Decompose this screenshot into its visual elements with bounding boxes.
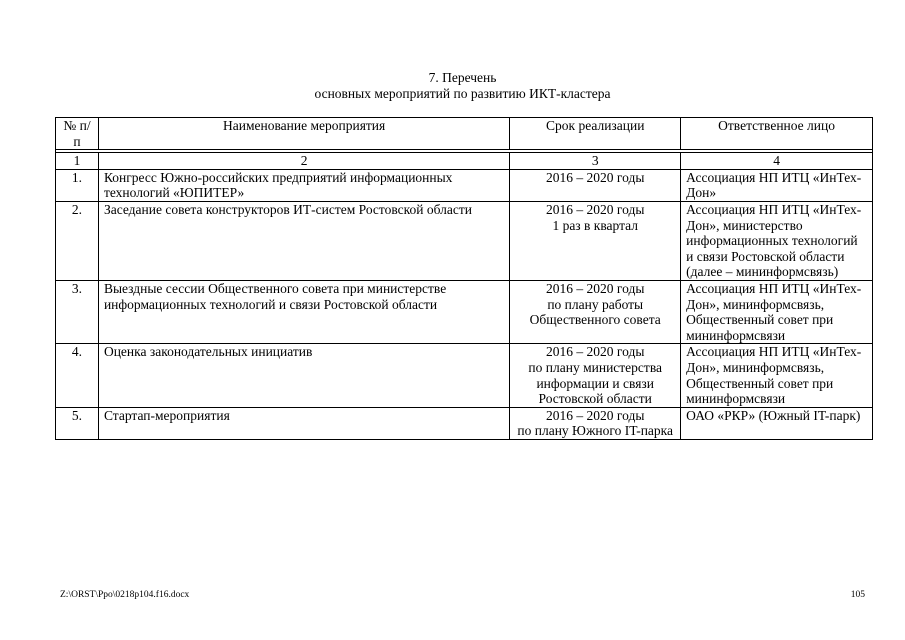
column-number: 1 — [56, 153, 99, 170]
event-name: Заседание совета конструкторов ИТ-систем Ростовской области — [98, 201, 509, 280]
event-name: Выездные сессии Общественного совета при министерстве информационных технологий и связи Ростовской области — [98, 280, 509, 343]
table-row — [56, 344, 873, 407]
responsible-party: ОАО «РКР» (Южный IT-парк) — [681, 407, 873, 439]
title-line-1: 7. Перечень — [428, 70, 497, 85]
table-row — [56, 407, 873, 439]
row-number: 3. — [56, 280, 99, 343]
events-table — [55, 117, 873, 440]
responsible-party: Ассоциация НП ИТЦ «ИнТех-Дон», министерство информационных технологий и связи Ростовской области (далее – мининформсвязь) — [681, 201, 873, 280]
column-number: 3 — [510, 153, 681, 170]
title-line-2: основных мероприятий по развитию ИКТ-кластера — [314, 86, 611, 101]
page-number: 105 — [850, 590, 865, 600]
table-body — [56, 169, 873, 439]
event-term: 2016 – 2020 годы по плану работы Общественного совета — [510, 280, 681, 343]
event-term: 2016 – 2020 годы — [510, 169, 681, 201]
responsible-party: Ассоциация НП ИТЦ «ИнТех-Дон», мининформсвязь, Общественный совет при мининформсвязи — [681, 280, 873, 343]
header-term: Срок реализации — [510, 118, 681, 150]
table-row — [56, 280, 873, 343]
column-number: 2 — [98, 153, 509, 170]
column-number-row — [56, 153, 873, 170]
row-number: 5. — [56, 407, 99, 439]
row-number: 1. — [56, 169, 99, 201]
event-term: 2016 – 2020 годы по плану министерства информации и связи Ростовской области — [510, 344, 681, 407]
header-number: № п/п — [56, 118, 99, 150]
document-title — [0, 70, 905, 102]
row-number: 4. — [56, 344, 99, 407]
event-name: Оценка законодательных инициатив — [98, 344, 509, 407]
responsible-party: Ассоциация НП ИТЦ «ИнТех-Дон» — [681, 169, 873, 201]
event-term: 2016 – 2020 годы по плану Южного IT-парка — [510, 407, 681, 439]
row-number: 2. — [56, 201, 99, 280]
file-path: Z:\ORST\Ppo\0218p104.f16.docx — [60, 590, 190, 600]
table-row — [56, 169, 873, 201]
header-responsible: Ответственное лицо — [681, 118, 873, 150]
header-event-name: Наименование мероприятия — [98, 118, 509, 150]
event-name: Стартап-мероприятия — [98, 407, 509, 439]
column-number: 4 — [681, 153, 873, 170]
responsible-party: Ассоциация НП ИТЦ «ИнТех-Дон», мининформсвязь, Общественный совет при мининформсвязи — [681, 344, 873, 407]
event-name: Конгресс Южно-российских предприятий информационных технологий «ЮПИТЕР» — [98, 169, 509, 201]
event-term: 2016 – 2020 годы 1 раз в квартал — [510, 201, 681, 280]
table-row — [56, 201, 873, 280]
table-header-row — [56, 118, 873, 150]
